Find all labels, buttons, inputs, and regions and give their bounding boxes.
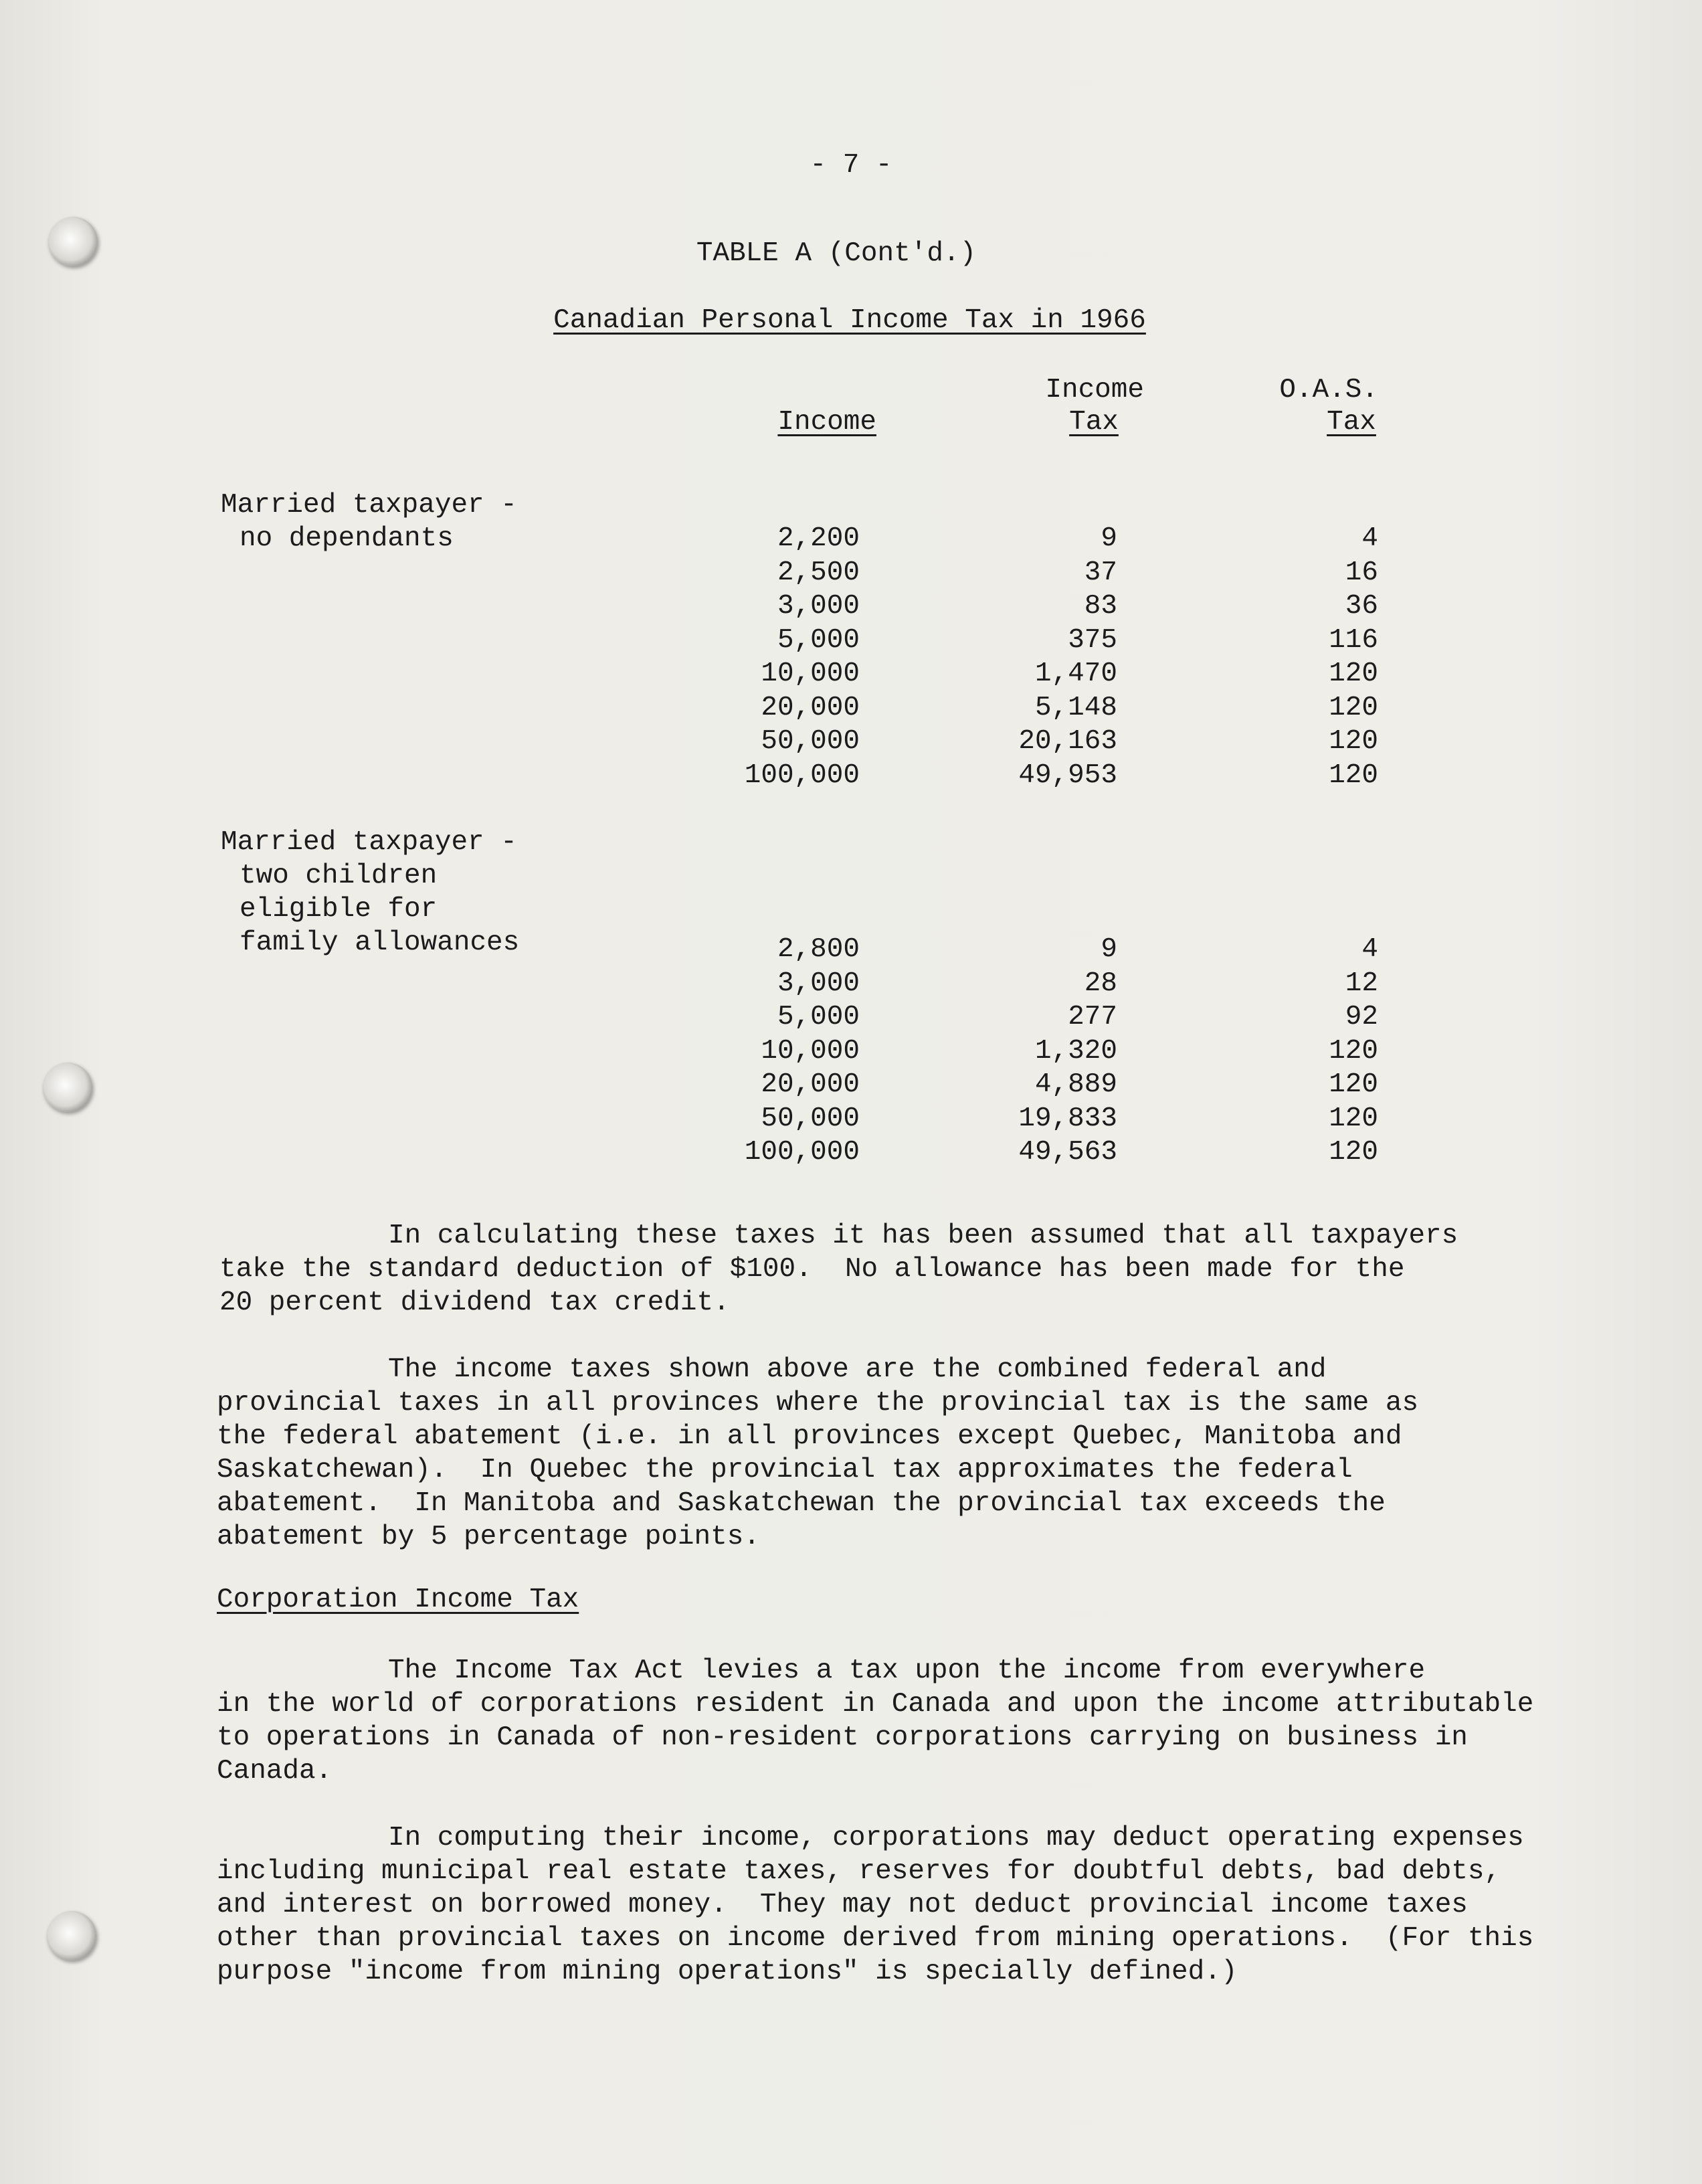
table-subtitle: Canadian Personal Income Tax in 1966 (553, 305, 1146, 336)
table-cell-oas-tax: 120 (1329, 658, 1378, 689)
table-cell-income: 3,000 (777, 968, 860, 999)
paragraph-line: including municipal real estate taxes, reserves for doubtful debts, bad debts, (217, 1856, 1501, 1887)
table-cell-income-tax: 9 (1101, 523, 1117, 554)
group2-label-line3: eligible for (240, 894, 438, 925)
table-cell-oas-tax: 16 (1345, 557, 1378, 588)
paragraph-line: purpose "income from mining operations" is specially defined.) (217, 1956, 1238, 1987)
table-cell-income: 5,000 (777, 624, 860, 656)
header-oas-line2: Tax (1327, 407, 1376, 438)
paragraph-line: other than provincial taxes on income derived from mining operations. (For this (217, 1923, 1534, 1954)
paragraph-line: the federal abatement (i.e. in all provinces except Quebec, Manitoba and (217, 1421, 1402, 1452)
table-cell-oas-tax: 92 (1345, 1002, 1378, 1032)
table-cell-oas-tax: 120 (1329, 759, 1378, 791)
table-cell-income: 20,000 (761, 1069, 860, 1100)
group2-label-line1: Married taxpayer - (221, 827, 517, 858)
paragraph-line: take the standard deduction of $100. No allowance has been made for the (219, 1254, 1405, 1285)
table-cell-oas-tax: 4 (1361, 934, 1378, 965)
paragraph-assumptions (219, 1219, 1458, 1320)
paragraph-line: provincial taxes in all provinces where the provincial tax is the same as (217, 1388, 1419, 1419)
table-cell-income: 50,000 (761, 726, 860, 757)
header-income-tax-line2: Tax (1069, 407, 1119, 438)
header-income-tax-line1: Income (1045, 375, 1144, 405)
table-cell-income: 10,000 (761, 1035, 860, 1067)
group1-income-column (709, 522, 860, 792)
table-cell-oas-tax: 120 (1329, 726, 1378, 757)
table-cell-income-tax: 9 (1101, 934, 1117, 965)
header-oas-line1: O.A.S. (1279, 375, 1378, 405)
page-number: - 7 - (810, 150, 892, 181)
group2-label-line4: family allowances (240, 927, 520, 958)
group2-income-column (709, 933, 860, 1170)
table-cell-oas-tax: 4 (1361, 523, 1378, 554)
paragraph-line: 20 percent dividend tax credit. (219, 1287, 730, 1318)
table-cell-income-tax: 19,833 (1018, 1103, 1117, 1134)
table-cell-income: 10,000 (761, 658, 860, 689)
table-cell-oas-tax: 120 (1329, 1103, 1378, 1134)
table-cell-income-tax: 49,953 (1018, 759, 1117, 791)
table-cell-oas-tax: 120 (1329, 1137, 1378, 1168)
paragraph-line: In computing their income, corporations may deduct operating expenses (388, 1823, 1524, 1853)
header-income: Income (777, 407, 876, 438)
table-cell-income: 20,000 (761, 692, 860, 723)
table-cell-income: 50,000 (761, 1103, 860, 1134)
table-cell-income-tax: 375 (1068, 624, 1117, 656)
paragraph-line: In calculating these taxes it has been assumed that all taxpayers (388, 1220, 1458, 1251)
table-cell-income-tax: 4,889 (1034, 1069, 1117, 1100)
group2-income-tax-column (970, 933, 1117, 1170)
group1-income-tax-column (970, 522, 1117, 792)
group1-label-line1: Married taxpayer - (221, 490, 517, 521)
paragraph-deductions (217, 1821, 1533, 1989)
binder-hole-top (48, 217, 98, 266)
table-cell-income: 5,000 (777, 1002, 860, 1032)
paragraph-line: Canada. (217, 1756, 333, 1787)
table-cell-oas-tax: 120 (1329, 1035, 1378, 1067)
table-cell-income: 2,800 (777, 934, 860, 965)
paragraph-income-tax-act (217, 1654, 1533, 1788)
group1-label-line2: no dependants (240, 523, 454, 554)
table-cell-oas-tax: 120 (1329, 1069, 1378, 1100)
binder-hole-bottom (47, 1911, 96, 1961)
paragraph-line: to operations in Canada of non-resident corporations carrying on business in (217, 1722, 1468, 1753)
paragraph-provincial-taxes (217, 1353, 1418, 1554)
group2-label-line2: two children (240, 860, 438, 891)
table-cell-income: 2,500 (777, 557, 860, 588)
group2-oas-column (1271, 933, 1378, 1170)
table-cell-income-tax: 20,163 (1018, 726, 1117, 757)
table-cell-oas-tax: 36 (1345, 591, 1378, 622)
paragraph-line: The Income Tax Act levies a tax upon the income from everywhere (388, 1655, 1426, 1686)
table-cell-oas-tax: 120 (1329, 692, 1378, 723)
table-cell-income-tax: 5,148 (1034, 692, 1117, 723)
section-heading-corporation-income-tax: Corporation Income Tax (217, 1584, 579, 1615)
binder-hole-middle (43, 1063, 92, 1112)
table-cell-income: 3,000 (777, 591, 860, 622)
paragraph-line: abatement by 5 percentage points. (217, 1522, 760, 1552)
paragraph-line: Saskatchewan). In Quebec the provincial tax approximates the federal (217, 1455, 1353, 1485)
paragraph-line: in the world of corporations resident in Canada and upon the income attributable (217, 1689, 1534, 1720)
table-cell-income: 100,000 (744, 1137, 860, 1168)
table-cell-income-tax: 1,470 (1034, 658, 1117, 689)
table-cell-income-tax: 28 (1084, 968, 1117, 999)
group1-oas-column (1271, 522, 1378, 792)
table-cell-income-tax: 83 (1084, 591, 1117, 622)
table-cell-income: 100,000 (744, 759, 860, 791)
table-title: TABLE A (Cont'd.) (696, 238, 977, 269)
table-cell-income-tax: 1,320 (1034, 1035, 1117, 1067)
table-cell-income-tax: 37 (1084, 557, 1117, 588)
paragraph-line: and interest on borrowed money. They may not deduct provincial income taxes (217, 1890, 1468, 1920)
table-cell-oas-tax: 116 (1329, 624, 1378, 656)
table-cell-income: 2,200 (777, 523, 860, 554)
paragraph-line: abatement. In Manitoba and Saskatchewan the provincial tax exceeds the (217, 1488, 1386, 1519)
table-cell-income-tax: 277 (1068, 1002, 1117, 1032)
table-cell-income-tax: 49,563 (1018, 1137, 1117, 1168)
table-cell-oas-tax: 12 (1345, 968, 1378, 999)
paragraph-line: The income taxes shown above are the combined federal and (388, 1354, 1327, 1385)
